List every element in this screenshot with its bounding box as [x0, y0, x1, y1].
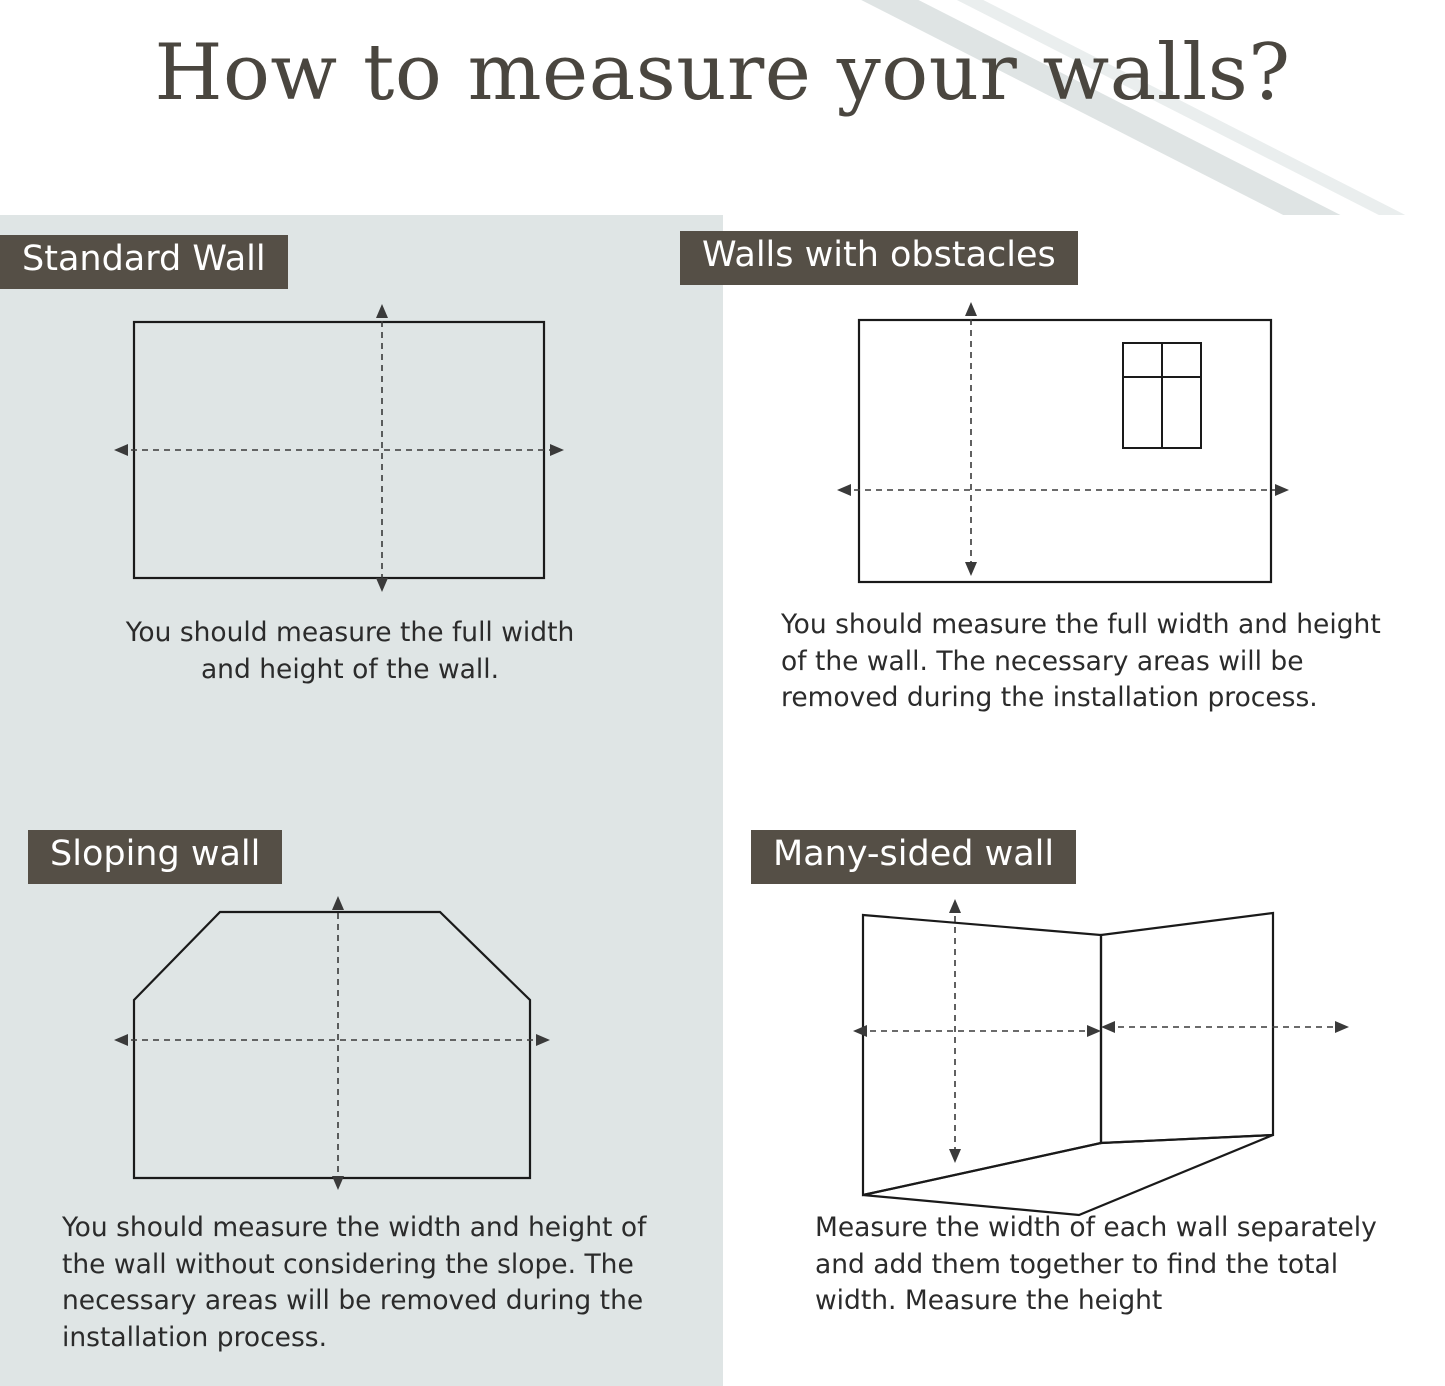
page-title: How to measure your walls? — [154, 28, 1291, 118]
figure-standard-wall — [110, 300, 580, 590]
panel-many-sided-wall — [723, 810, 1445, 1386]
caption-sloping-wall: You should measure the width and height of the wall without considering the slope. The necessary areas will be removed during the installation process. — [62, 1212, 647, 1353]
figure-walls-with-obstacles — [835, 300, 1395, 590]
figure-many-sided-wall — [843, 895, 1403, 1225]
panel-sloping-wall — [0, 810, 723, 1386]
caption-walls-with-obstacles: You should measure the full width and height of the wall. The necessary areas will be removed during the installation process. — [781, 609, 1381, 714]
figure-sloping-wall — [110, 890, 580, 1190]
panel-walls-with-obstacles — [702, 215, 1445, 800]
caption-many-sided-wall: Measure the width of each wall separately and add them together to find the total width. Measure the height — [815, 1212, 1377, 1317]
panel-label-sloping-wall: Sloping wall — [28, 830, 282, 884]
caption-standard-wall: You should measure the full width and height of the wall. — [125, 617, 575, 685]
header-banner — [0, 0, 1445, 215]
panel-label-many-sided-wall: Many-sided wall — [751, 830, 1076, 884]
panel-label-standard-wall: Standard Wall — [0, 235, 288, 289]
panel-grid — [0, 215, 1445, 1386]
panel-standard-wall — [0, 215, 723, 800]
panel-label-walls-with-obstacles: Walls with obstacles — [680, 231, 1078, 285]
